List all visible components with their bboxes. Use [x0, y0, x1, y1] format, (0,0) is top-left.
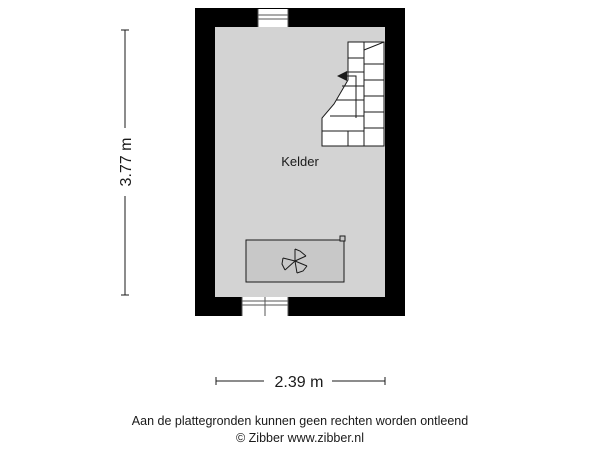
disclaimer-text: Aan de plattegronden kunnen geen rechten worden ontleend: [131, 414, 469, 428]
width-dimension-label: 2.39 m: [274, 374, 324, 391]
room-label: Kelder: [281, 154, 319, 169]
height-dimension-label: 3.77 m: [118, 137, 135, 187]
window-bottom: [242, 297, 288, 316]
copyright-text: © Zibber www.zibber.nl: [235, 431, 364, 445]
window-top: [258, 9, 288, 27]
